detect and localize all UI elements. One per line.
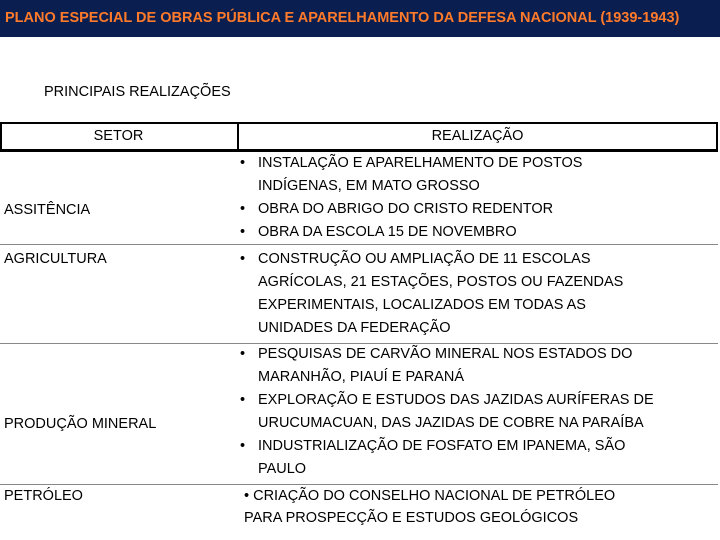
list-item: • OBRA DA ESCOLA 15 DE NOVEMBRO xyxy=(240,221,718,244)
row-assistencia-realizacoes xyxy=(240,152,718,244)
achievements-table xyxy=(0,122,720,530)
sector-agricultura: AGRICULTURA xyxy=(4,251,107,267)
list-item: • OBRA DO ABRIGO DO CRISTO REDENTOR xyxy=(240,198,718,221)
row-petroleo-realizacoes xyxy=(240,485,718,529)
list-item: • CONSTRUÇÃO OU AMPLIAÇÃO DE 11 ESCOLAS AGRÍCOLAS, 21 ESTAÇÕES, POSTOS OU FAZENDAS EXPERIMENTAIS, LOCALIZADOS EM TODAS AS UNIDADES DA FEDERAÇÃO xyxy=(240,248,718,340)
list-item: • INDUSTRIALIZAÇÃO DE FOSFATO EM IPANEMA, SÃO PAULO xyxy=(240,435,718,481)
row-divider xyxy=(0,244,718,245)
header-right-border xyxy=(716,122,718,150)
header-setor: SETOR xyxy=(93,128,144,144)
section-subtitle: PRINCIPAIS REALIZAÇÕES xyxy=(44,84,231,100)
header-realizacao: REALIZAÇÃO xyxy=(431,128,524,144)
list-item: • PESQUISAS DE CARVÃO MINERAL NOS ESTADOS DO MARANHÃO, PIAUÍ E PARANÁ xyxy=(240,343,718,389)
sector-producao-mineral: PRODUÇÃO MINERAL xyxy=(4,416,157,432)
sector-assistencia: ASSITÊNCIA xyxy=(4,202,91,218)
slide-title: PLANO ESPECIAL DE OBRAS PÚBLICA E APARELHAMENTO DA DEFESA NACIONAL (1939-1943) xyxy=(0,0,720,37)
row-producao-mineral-realizacoes xyxy=(240,343,718,481)
sector-petroleo: PETRÓLEO xyxy=(4,488,83,504)
list-item: • INSTALAÇÃO E APARELHAMENTO DE POSTOS INDÍGENAS, EM MATO GROSSO xyxy=(240,152,718,198)
list-item: • CRIAÇÃO DO CONSELHO NACIONAL DE PETRÓLEO PARA PROSPECÇÃO E ESTUDOS GEOLÓGICOS xyxy=(244,488,616,526)
row-agricultura-realizacoes xyxy=(240,248,718,340)
list-item: • EXPLORAÇÃO E ESTUDOS DAS JAZIDAS AURÍFERAS DE URUCUMACUAN, DAS JAZIDAS DE COBRE NA PARAÍBA xyxy=(240,389,718,435)
